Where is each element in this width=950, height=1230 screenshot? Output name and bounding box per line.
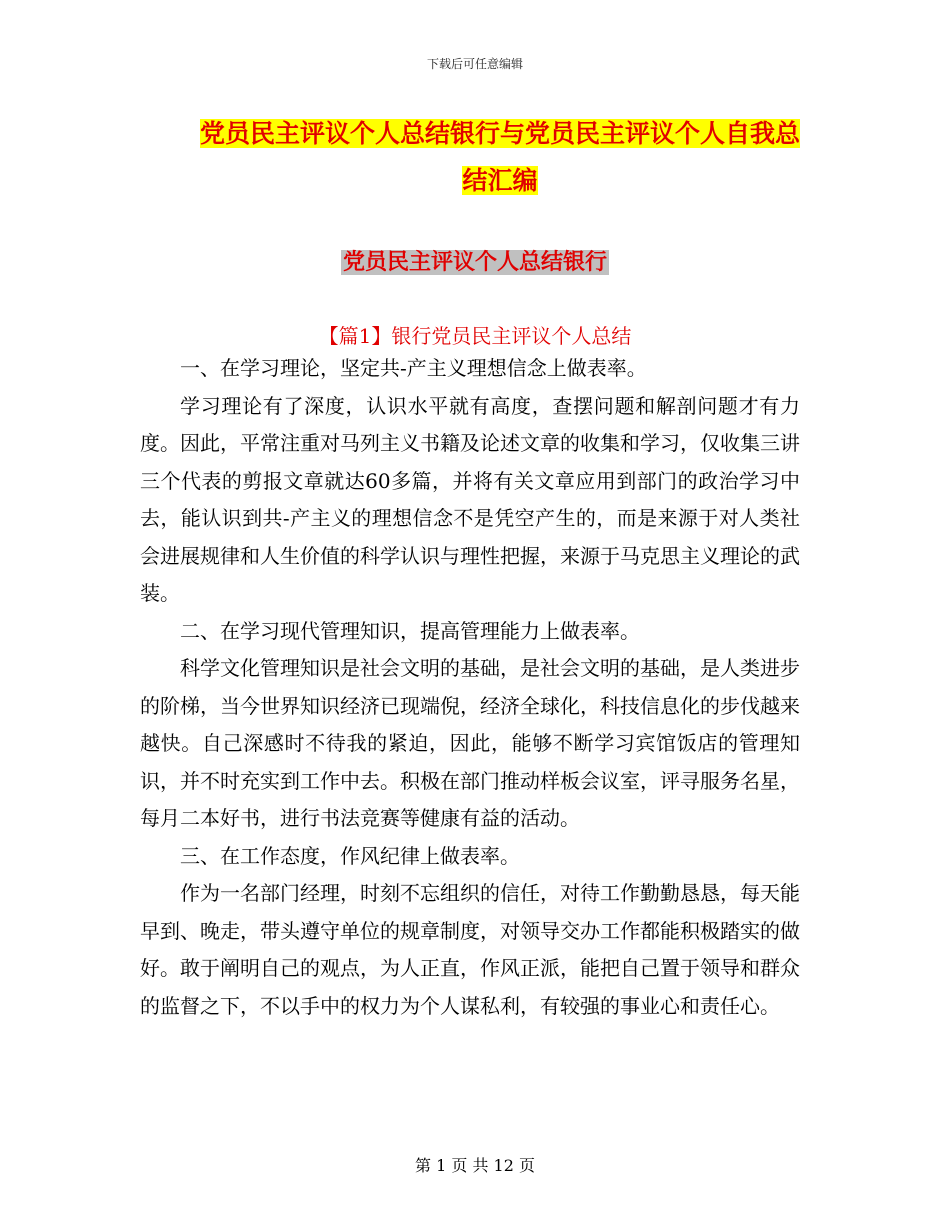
- paragraph-heading-2: 二、在学习现代管理知识，提高管理能力上做表率。: [180, 618, 640, 643]
- document-sub-title: [0, 245, 950, 276]
- main-title-text: 党员民主评议个人总结银行与党员民主评议个人自我总结汇编: [199, 119, 800, 195]
- document-body: [140, 350, 800, 1025]
- sub-title-text: 党员民主评议个人总结银行: [342, 250, 607, 275]
- page-number-footer: 第 1 页 共 12 页: [415, 1156, 535, 1175]
- page-header-note: 下载后可任意编辑: [426, 57, 523, 71]
- document-main-title: [190, 110, 810, 204]
- section-heading: 【篇1】银行党员民主评议个人总结: [318, 324, 632, 348]
- paragraph: 学习理论有了深度，认识水平就有高度，查摆问题和解剖问题才有力度。因此，平常注重对马列主义书籍及论述文章的收集和学习，仅收集三讲三个代表的剪报文章就达60多篇，并将有关文章应用到部门的政治学习中去，能认识到共-产主义的理想信念不是凭空产生的，而是来源于对人类社会进展规律和人生价值的科学认识与理性把握，来源于马克思主义理论的武装。: [140, 393, 800, 605]
- paragraph-heading-3: 三、在工作态度，作风纪律上做表率。: [180, 843, 520, 868]
- paragraph-heading-1: 一、在学习理论，坚定共-产主义理想信念上做表率。: [180, 356, 647, 380]
- paragraph: 科学文化管理知识是社会文明的基础，是社会文明的基础，是人类进步的阶梯，当今世界知识经济已现端倪，经济全球化，科技信息化的步伐越来越快。自己深感时不待我的紧迫，因此，能够不断学习宾馆饭店的管理知识，并不时充实到工作中去。积极在部门推动样板会议室，评寻服务名星，每月二本好书，进行书法竞赛等健康有益的活动。: [140, 656, 800, 830]
- paragraph: 作为一名部门经理，时刻不忘组织的信任，对待工作勤勤恳恳，每天能早到、晚走，带头遵守单位的规章制度，对领导交办工作都能积极踏实的做好。敢于阐明自己的观点，为人正直，作风正派，能把自己置于领导和群众的监督之下，不以手中的权力为个人谋私利，有较强的事业心和责任心。: [140, 881, 800, 1018]
